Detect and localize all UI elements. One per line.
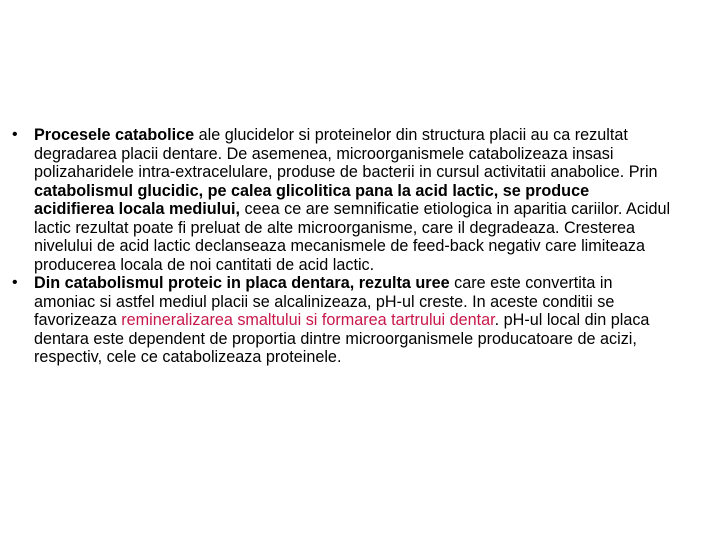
body-text: . pH-ul local din placa dentara este dependent de proportia dintre microorganismele producatoare de acizi, respectiv, cele ce catabolizeaza proteinele. (34, 311, 650, 366)
bold-text: Din catabolismul proteic in placa dentara, rezulta uree (34, 274, 450, 292)
body-text: ale glucidelor si proteinelor din structura placii au ca rezultat degradarea placii dentare. De asemenea, microorganismele catabolizeaza insasi polizaharidele intra-extracelulare, produse de bacterii in cursul activitatii anabolice. Prin (34, 126, 658, 181)
body-text: care este convertita in amoniac si astfel mediul placii se alcalinizeaza, pH-ul creste. In aceste conditii se favorizeaza (34, 274, 615, 329)
body-text: ceea ce are semnificatie etiologica in aparitia cariilor. Acidul lactic rezultat poate fi preluat de alte microorganisme, care il degradeaza. Cresterea nivelului de acid lactic declanseaza mecanismele de feed-back negativ care limiteaza producerea locala de noi cantitati de acid lactic. (34, 200, 671, 274)
bullet-item-catabolic-processes (12, 126, 672, 274)
bullet-dot-icon: • (12, 126, 18, 143)
bullet-list (12, 126, 672, 367)
bullet-item-protein-catabolism (12, 274, 672, 367)
bullet-dot-icon: • (12, 274, 18, 291)
highlighted-text: remineralizarea smaltului si formarea tartrului dentar (121, 311, 495, 329)
bold-text: Procesele catabolice (34, 126, 195, 144)
bold-text: catabolismul glucidic, pe calea glicolitica pana la acid lactic, se produce acidifierea locala mediului, (34, 181, 590, 218)
